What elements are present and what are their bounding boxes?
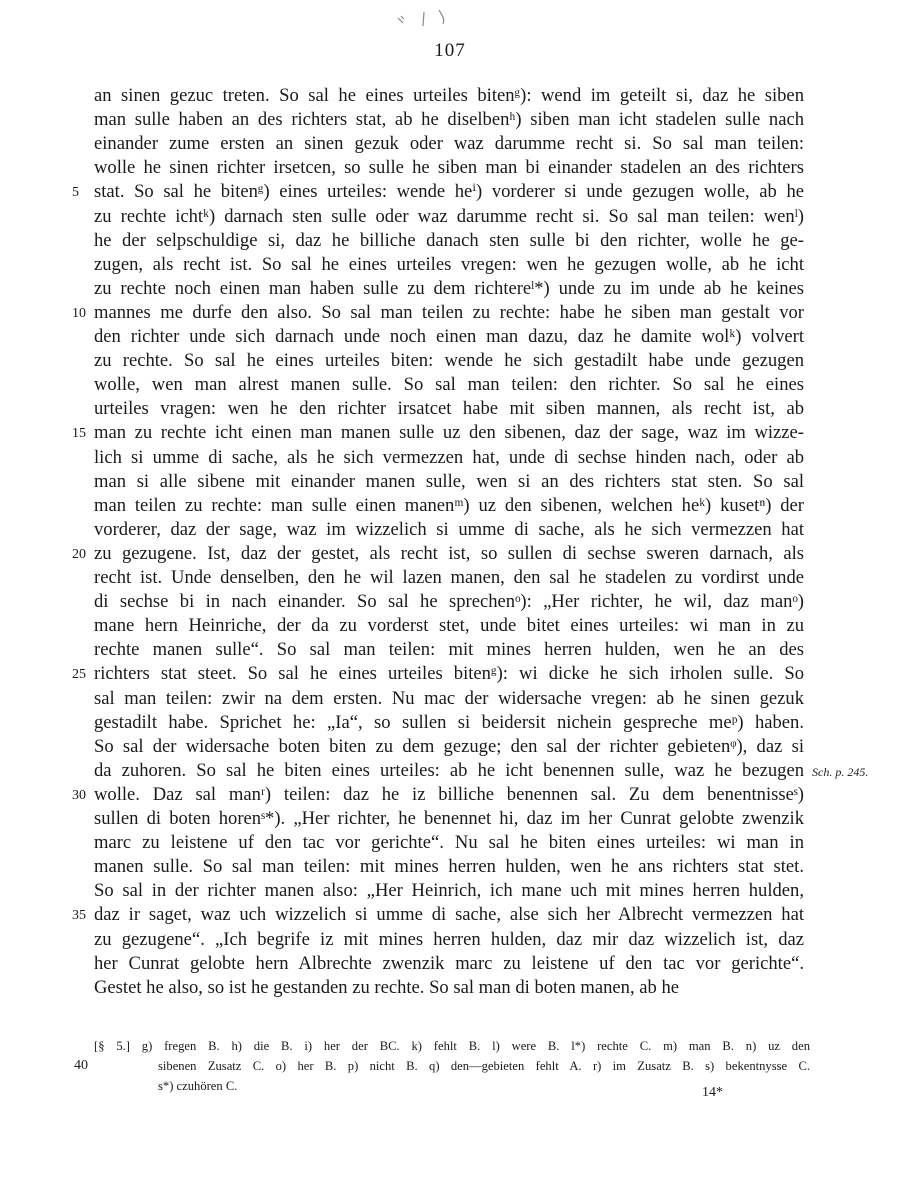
text-line: recht ist. Unde denselben, den he wil lazen manen, den sal he stadelen zu vordirst unde: [94, 567, 804, 588]
text-line: mane hern Heinriche, der da zu vorderst stet, unde bitet eines urteiles: wi man in zu: [94, 615, 804, 636]
text-line: lich si umme di sache, als he sich vermezzen hat, unde di sechse hinden nach, oder ab: [94, 447, 804, 468]
text-line: Gestet he also, so ist he gestanden zu rechte. So sal man di boten manen, ab he: [94, 977, 680, 998]
line-number: 15: [72, 426, 86, 441]
text-line: vorderer, daz der sage, waz im wizzelich si umme di sache, als he sich vermezzen hat: [94, 519, 804, 540]
text-line: man zu rechte icht einen man manen sulle uz den sibenen, daz der sage, waz im wizze-: [94, 422, 804, 443]
text-line: wolle, wen man alrest manen sulle. So sal man teilen: den richter. So sal he eines: [94, 374, 804, 395]
text-line: man si alle sibene mit einander manen sulle, wen si an des richters stat sten. So sal: [94, 471, 804, 492]
text-line: sullen di boten horenˢ*). „Her richter, he benennet hi, daz im her Cunrat gelobte zwenzik: [94, 808, 804, 829]
text-line: di sechse bi in nach einander. So sal he sprechenᵒ): „Her richter, he wil, daz manᵒ): [94, 591, 804, 612]
text-line: wolle he sinen richter irsetcen, so sulle he siben man bi einander stadelen an des richters: [94, 157, 804, 178]
text-line: zu rechte ichtᵏ) darnach sten sulle oder waz darumme recht si. So sal man teilen: wenˡ): [94, 206, 804, 227]
text-line: einander zume ersten an sinen gezuk oder waz darumme recht si. So sal man teilen:: [94, 133, 804, 154]
text-line: man sulle haben an des richters stat, ab he diselbenʰ) siben man icht stadelen sulle nach: [94, 109, 804, 130]
text-line: sal man teilen: zwir na dem ersten. Nu mac der widersache vregen: ab he sinen gezuk: [94, 688, 804, 709]
line-number: 30: [72, 788, 86, 803]
text-line: So sal in der richter manen also: „Her Heinrich, ich mane uch mit mines herren hulden,: [94, 880, 804, 901]
text-line: marc zu leistene uf den tac vor gerichte“. Nu sal he biten eines urteiles: wi man in: [94, 832, 804, 853]
text-line: wolle. Daz sal manʳ) teilen: daz he iz billiche benennen sal. Zu dem benentnisseˢ): [94, 784, 804, 805]
text-line: So sal der widersache boten biten zu dem gezuge; den sal der richter gebietenᵠ), daz si: [94, 736, 804, 757]
line-number: 20: [72, 547, 86, 562]
text-line: he der selpschuldige si, daz he billiche danach sten sulle bi den richter, wolle he ge-: [94, 230, 804, 251]
text-line: zugen, als recht ist. So sal he eines urteiles vregen: wen he gezugen wolle, ab he icht: [94, 254, 804, 275]
ink-marks: [384, 8, 464, 34]
line-number: 25: [72, 667, 86, 682]
line-number: 10: [72, 306, 86, 321]
footnote-line: sibenen Zusatz C. o) her B. p) nicht B. q) den—gebieten fehlt A. r) im Zusatz B. s) bekentnysse C.: [158, 1059, 810, 1073]
text-line: zu gezugene. Ist, daz der gestet, als recht ist, so sullen di sechse sweren darnach, als: [94, 543, 804, 564]
text-line: an sinen gezuc treten. So sal he eines urteiles bitenᵍ): wend im geteilt si, daz he siben: [94, 85, 804, 106]
text-line: her Cunrat gelobte hern Albrechte zwenzik marc zu leistene uf den tac vor gerichte“.: [94, 953, 804, 974]
line-number: 5: [72, 185, 79, 200]
text-line: mannes me durfe den also. So sal man teilen zu rechte: habe he siben man gestalt vor: [94, 302, 804, 323]
text-line: zu gezugene“. „Ich begrife iz mit mines herren hulden, daz mir daz wizzelich ist, daz: [94, 929, 804, 950]
printer-signature: 14*: [702, 1085, 723, 1100]
text-line: richters stat steet. So sal he eines urteiles bitenᵍ): wi dicke he sich irholen sulle. So: [94, 663, 804, 684]
footnote-line: [§ 5.] g) fregen B. h) die B. i) her der BC. k) fehlt B. l) were B. l*) rechte C. m) man B. n) uz den: [94, 1039, 810, 1053]
text-line: da zuhoren. So sal he biten eines urteiles: ab he icht benennen sulle, waz he bezugen: [94, 760, 804, 781]
text-line: stat. So sal he bitenᵍ) eines urteiles: wende heⁱ) vorderer si unde gezugen wolle, ab he: [94, 181, 804, 202]
text-line: den richter unde sich darnach unde noch einen man dazu, daz he damite wolᵏ) volvert: [94, 326, 804, 347]
text-line: manen sulle. So sal man teilen: mit mines herren hulden, wen he ans richters stat stet.: [94, 856, 804, 877]
line-number: 35: [72, 908, 86, 923]
text-line: man teilen zu rechte: man sulle einen manenᵐ) uz den sibenen, welchen heᵏ) kusetⁿ) der: [94, 495, 804, 516]
text-line: urteiles vragen: wen he den richter irsatcet habe mit siben mannen, als recht ist, ab: [94, 398, 804, 419]
text-line: rechte manen sulle“. So sal man teilen: mit mines herren hulden, wen he an des: [94, 639, 804, 660]
text-line: gestadilt habe. Sprichet he: „Ia“, so sullen si beidersit nichein gespreche meᵖ) haben.: [94, 712, 804, 733]
page-number: 107: [434, 40, 466, 61]
text-line: zu rechte noch einen man haben sulle zu dem richtereˡ*) unde zu im unde ab he keines: [94, 278, 804, 299]
margin-reference: Sch. p. 245.: [812, 765, 869, 779]
footnote-line: s*) czuhören C.: [158, 1079, 238, 1093]
line-number: 40: [74, 1058, 88, 1073]
text-line: daz ir saget, waz uch wizzelich si umme di sache, alse sich her Albrecht vermezzen hat: [94, 904, 804, 925]
text-line: zu rechte. So sal he eines urteiles biten: wende he sich gestadilt habe unde gezugen: [94, 350, 804, 371]
